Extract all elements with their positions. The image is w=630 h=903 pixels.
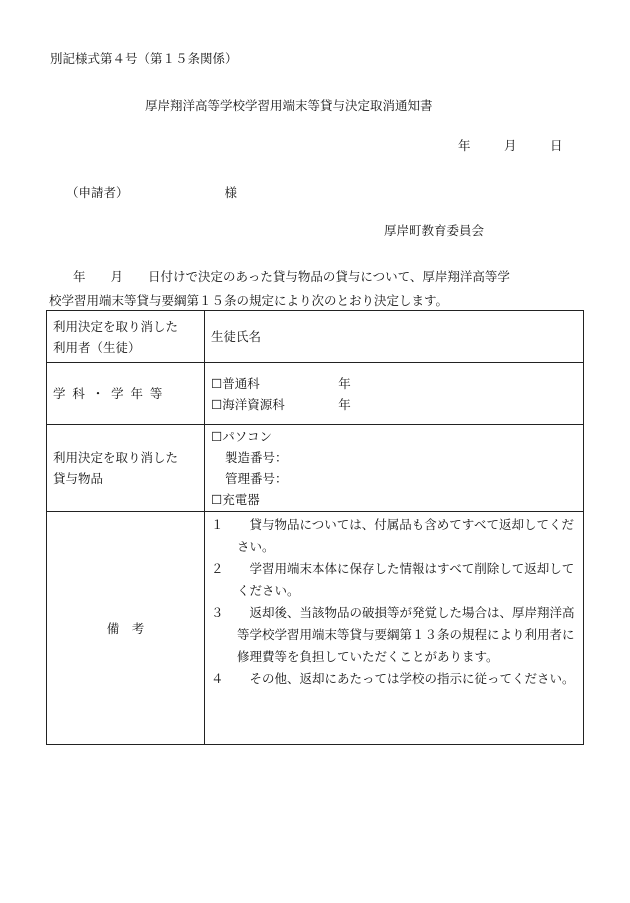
table-row: [47, 425, 584, 512]
student-label-cell: [47, 311, 205, 363]
list-item: [211, 514, 577, 558]
note-text: 学習用端末本体に保存した情報はすべて削除して返却してください。: [237, 561, 575, 598]
management-number-label: 管理番号：: [225, 471, 288, 486]
item-label-line2: 貸与物品: [53, 471, 104, 486]
note-number: １: [211, 517, 224, 532]
note-number: ３: [211, 605, 224, 620]
body-line-2: 校学習用端末等貸与要綱第１５条の規定により次のとおり決定します。: [49, 293, 449, 308]
document-title: 厚岸翔洋高等学校学習用端末等貸与決定取消通知書: [145, 98, 433, 113]
note-text: 貸与物品については、付属品も含めてすべて返却してください。: [237, 517, 575, 554]
course-year-label: 年: [338, 375, 351, 391]
course-option-label: 海洋資源科: [222, 396, 285, 412]
applicant-honorific: 様: [224, 185, 238, 200]
body-text: [49, 265, 589, 313]
remarks-label: 備 考: [106, 620, 145, 636]
student-label-line1: 利用決定を取り消した: [53, 318, 179, 334]
applicant-label: （申請者）: [66, 185, 129, 200]
student-label-line2: 利用者（生徒）: [53, 339, 141, 355]
date-year-label: 年: [458, 138, 471, 153]
note-number: ４: [211, 671, 224, 686]
issuer-name: 厚岸町教育委員会: [384, 223, 485, 238]
course-options-cell: [205, 363, 584, 425]
applicant-line: [66, 183, 237, 201]
course-option-label: 普通科: [222, 375, 260, 391]
note-number: ２: [211, 561, 224, 576]
date-day-label: 日: [550, 138, 563, 153]
decision-table: [46, 310, 584, 745]
course-label-cell: [47, 363, 205, 425]
date-month-label: 月: [504, 138, 517, 153]
date-line: [458, 136, 563, 154]
table-row: [47, 363, 584, 425]
note-text: 返却後、当該物品の破損等が発覚した場合は、厚岸翔洋高等学校学習用端末等貸与要綱第１３条の規程により利用者に修理費等を負担していただくことがあります。: [237, 605, 575, 664]
checkbox-icon: ☐: [211, 396, 223, 412]
item-label-line1: 利用決定を取り消した: [53, 450, 179, 465]
charger-checkbox-label: ☐充電器: [211, 492, 260, 507]
course-label: 学科・学年等: [53, 386, 170, 401]
remarks-label-cell: [47, 512, 205, 745]
course-option-marine: [211, 394, 577, 415]
body-line-1: 年 月 日付けで決定のあった貸与物品の貸与について、厚岸翔洋高等学: [73, 269, 510, 284]
list-item: [211, 602, 577, 668]
item-details-cell: [205, 425, 584, 512]
student-name-cell: 生徒氏名: [205, 311, 584, 363]
table-row: [47, 512, 584, 745]
list-item: [211, 558, 577, 602]
item-label-cell: [47, 425, 205, 512]
remarks-notes-cell: [205, 512, 584, 745]
pc-checkbox-label: ☐パソコン: [211, 429, 272, 444]
remarks-list: [211, 514, 577, 690]
table-row: [47, 311, 584, 363]
form-number: 別記様式第４号（第１５条関係）: [50, 51, 238, 66]
note-text: その他、返却にあたっては学校の指示に従ってください。: [237, 671, 575, 686]
serial-number-label: 製造番号：: [225, 450, 288, 465]
course-option-general: [211, 373, 577, 394]
course-year-label: 年: [338, 396, 351, 412]
list-item: [211, 668, 577, 690]
checkbox-icon: ☐: [211, 375, 223, 391]
